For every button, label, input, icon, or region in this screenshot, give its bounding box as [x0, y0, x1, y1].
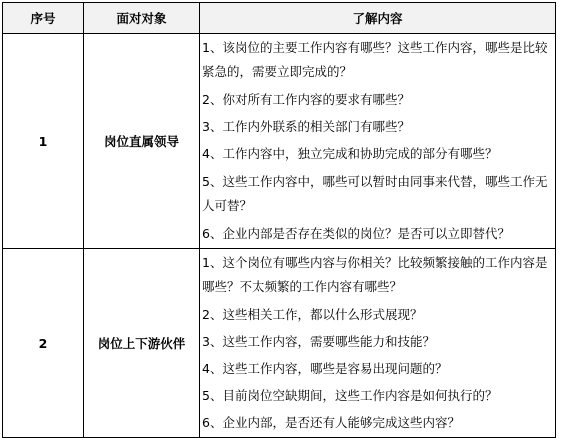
- row-number: 2: [3, 249, 84, 438]
- table-row: [3, 34, 556, 249]
- list-item: 4、工作内容中，独立完成和协助完成的部分有哪些？: [202, 146, 498, 161]
- row-target: 岗位直属领导: [84, 34, 200, 249]
- list-item: 3、工作内外联系的相关部门有哪些？: [202, 119, 410, 134]
- table-row: [3, 249, 556, 438]
- header-target: 面对对象: [84, 3, 200, 34]
- content-table: [2, 2, 556, 438]
- list-item: 5、这些工作内容中，哪些可以暂时由同事来代替，哪些工作无人可替？: [202, 174, 548, 213]
- row-content: [200, 34, 556, 249]
- row-content: [200, 249, 556, 438]
- list-item: 1、该岗位的主要工作内容有哪些？这些工作内容，哪些是比较紧急的，需要立即完成的？: [202, 40, 548, 79]
- list-item: 6、企业内部，是否还有人能够完成这些内容？: [202, 415, 460, 430]
- list-item: 1、这个岗位有哪些内容与你相关？比较频繁接触的工作内容是哪些？不太频繁的工作内容有哪些？: [202, 255, 548, 294]
- header-row: [3, 3, 556, 34]
- row-number: 1: [3, 34, 84, 249]
- list-item: 3、这些工作内容，需要哪些能力和技能？: [202, 334, 435, 349]
- list-item: 5、目前岗位空缺期间，这些工作内容是如何执行的？: [202, 388, 498, 403]
- list-item: 2、这些相关工作，都以什么形式展现？: [202, 307, 423, 322]
- header-number: 序号: [3, 3, 84, 34]
- row-target: 岗位上下游伙伴: [84, 249, 200, 438]
- list-item: 4、这些工作内容，哪些是容易出现问题的？: [202, 361, 448, 376]
- list-item: 6、企业内部是否存在类似的岗位？是否可以立即替代？: [202, 226, 510, 241]
- header-content: 了解内容: [200, 3, 556, 34]
- list-item: 2、你对所有工作内容的要求有哪些？: [202, 92, 410, 107]
